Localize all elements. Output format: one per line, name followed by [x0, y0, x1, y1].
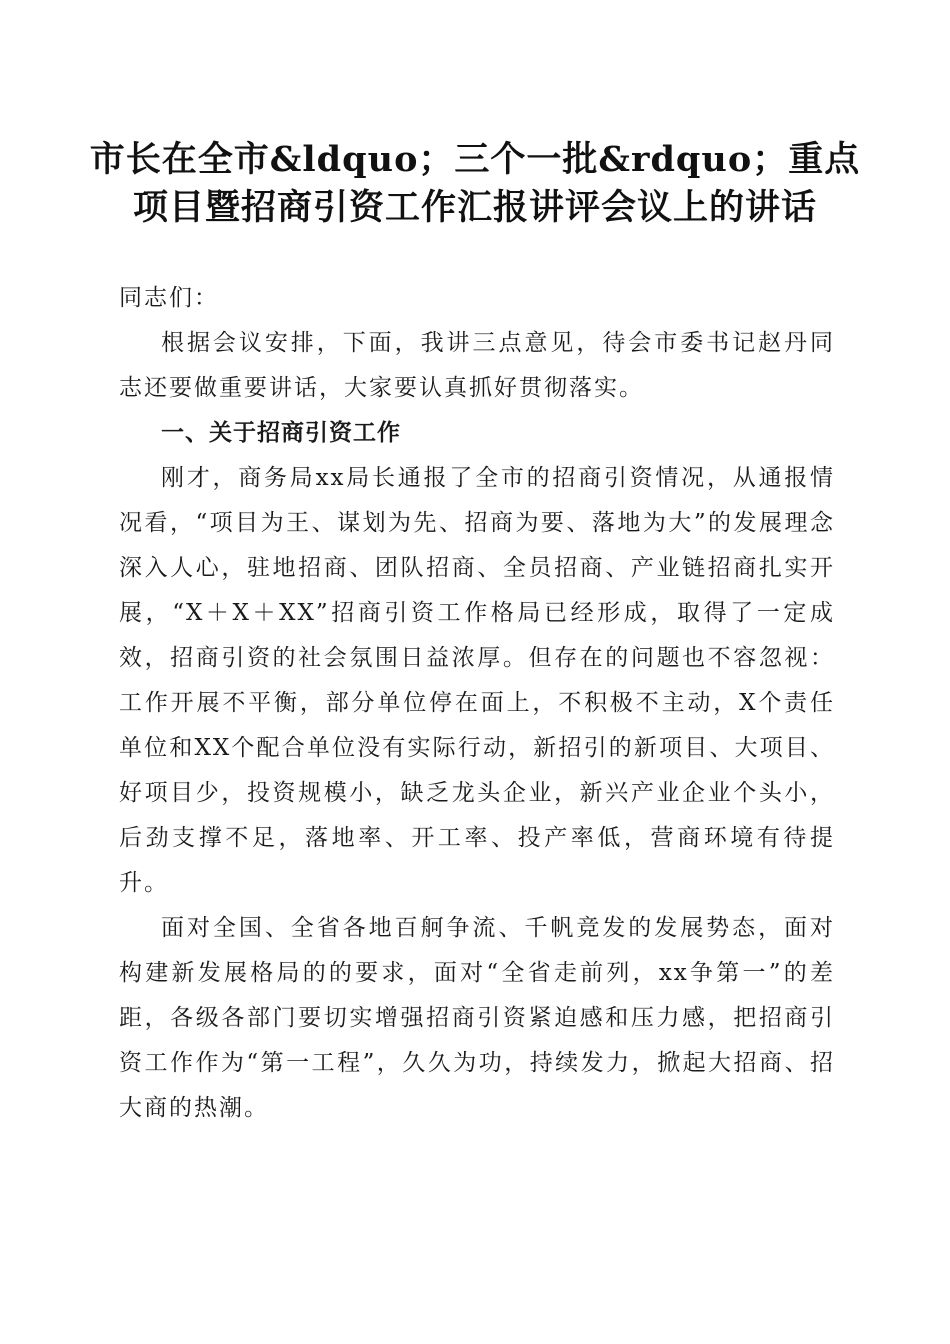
section-heading-1: 一、关于招商引资工作	[161, 420, 401, 446]
paragraph-intro: 根据会议安排，下面，我讲三点意见，待会市委书记赵丹同志还要做重要讲话，大家要认真抓好贯彻落实。	[119, 330, 835, 401]
title-line-2: 项目暨招商引资工作汇报讲评会议上的讲话	[132, 187, 817, 228]
document-body	[119, 276, 835, 1131]
document-title	[80, 136, 870, 232]
title-line-1: 市长在全市&ldquo；三个一批&rdquo；重点	[89, 139, 861, 180]
salutation: 同志们：	[119, 285, 219, 311]
paragraph-report: 刚才，商务局xx局长通报了全市的招商引资情况，从通报情况看，“项目为王、谋划为先、招商为要、落地为大”的发展理念深入人心，驻地招商、团队招商、全员招商、产业链招商扎实开展，“X＋X＋XX”招商引资工作格局已经形成，取得了一定成效，招商引资的社会氛围日益浓厚。但存在的问题也不容忽视：工作开展不平衡，部分单位停在面上，不积极不主动，X个责任单位和XX个配合单位没有实际行动，新招引的新项目、大项目、好项目少，投资规模小，缺乏龙头企业，新兴产业企业个头小，后劲支撑不足，落地率、开工率、投产率低，营商环境有待提升。	[119, 465, 835, 896]
paragraph-challenge: 面对全国、全省各地百舸争流、千帆竞发的发展势态，面对构建新发展格局的的要求，面对“全省走前列，xx争第一”的差距，各级各部门要切实增强招商引资紧迫感和压力感，把招商引资工作作为“第一工程”，久久为功，持续发力，掀起大招商、招大商的热潮。	[119, 915, 835, 1121]
